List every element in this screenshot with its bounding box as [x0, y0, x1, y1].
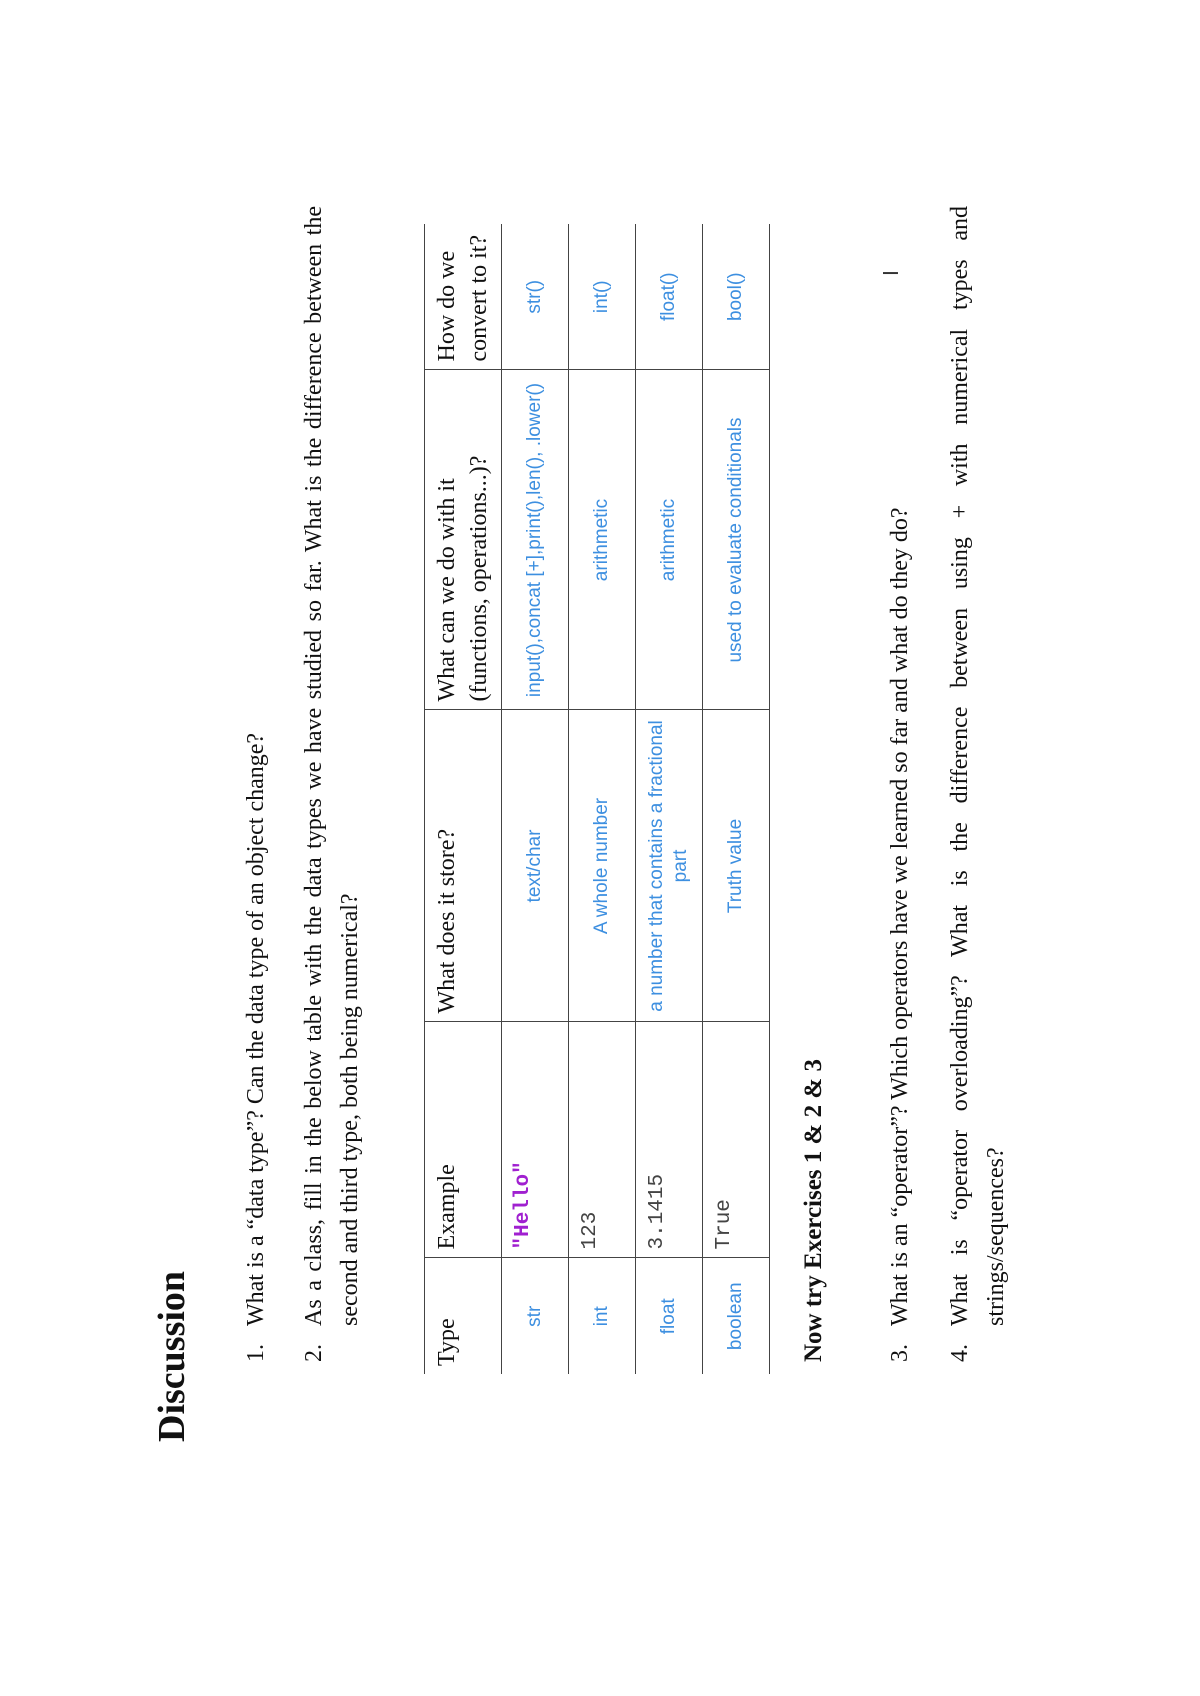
- cell-example[interactable]: 3.1415: [636, 1022, 703, 1258]
- cell-type[interactable]: int: [569, 1258, 636, 1374]
- cell-type[interactable]: float: [636, 1258, 703, 1374]
- table-row: [502, 224, 569, 1374]
- table-row: [569, 224, 636, 1374]
- cell-example[interactable]: 123: [569, 1022, 636, 1258]
- question-3: [879, 206, 918, 1362]
- cell-operations[interactable]: input(),concat [+],print(),len(), .lower(): [502, 370, 569, 710]
- cell-stores[interactable]: Truth value: [703, 710, 770, 1022]
- header-stores: What does it store?: [425, 710, 502, 1022]
- table-header-row: [425, 224, 502, 1374]
- question-text: As a class, fill in the below table with the data types we have studied so far. What is the difference between the second and third type, both being numerical?: [301, 206, 363, 1326]
- page-title: Discussion: [151, 1270, 193, 1442]
- cell-stores[interactable]: text/char: [502, 710, 569, 1022]
- cell-example[interactable]: True: [703, 1022, 770, 1258]
- cell-stores[interactable]: A whole number: [569, 710, 636, 1022]
- question-text: What is an “operator”? Which operators have we learned so far and what do they do?: [887, 507, 913, 1326]
- header-example: Example: [425, 1022, 502, 1258]
- table-row: [636, 224, 703, 1374]
- question-text: What is “operator overloading”? What is the difference between using + with numerical types and strings/sequences?: [947, 206, 1009, 1326]
- cell-type[interactable]: boolean: [703, 1258, 770, 1374]
- cell-example[interactable]: "Hello": [502, 1022, 569, 1258]
- cell-convert[interactable]: str(): [502, 224, 569, 370]
- header-convert: How do we convert to it?: [425, 224, 502, 370]
- question-number: 4.: [947, 1344, 973, 1362]
- question-text: What is a “data type”? Can the data type of an object change?: [243, 732, 269, 1326]
- table-row: [703, 224, 770, 1374]
- cell-type[interactable]: str: [502, 1258, 569, 1374]
- question-number: 2.: [301, 1344, 327, 1362]
- question-4: [942, 206, 1014, 1362]
- text-cursor-icon: Ι: [879, 270, 903, 276]
- cell-operations[interactable]: arithmetic: [636, 370, 703, 710]
- exercises-heading: Now try Exercises 1 & 2 & 3: [800, 1059, 827, 1362]
- header-type: Type: [425, 1258, 502, 1374]
- question-1: [238, 326, 274, 1362]
- question-2: [296, 206, 368, 1362]
- data-types-table: [424, 224, 770, 1374]
- cell-convert[interactable]: bool(): [703, 224, 770, 370]
- question-number: 1.: [243, 1344, 269, 1362]
- cell-stores[interactable]: a number that contains a fractional part: [636, 710, 703, 1022]
- header-operations: What can we do with it (functions, operations...)?: [425, 370, 502, 710]
- cell-convert[interactable]: float(): [636, 224, 703, 370]
- cell-convert[interactable]: int(): [569, 224, 636, 370]
- question-number: 3.: [887, 1344, 913, 1362]
- cell-operations[interactable]: used to evaluate conditionals: [703, 370, 770, 710]
- cell-operations[interactable]: arithmetic: [569, 370, 636, 710]
